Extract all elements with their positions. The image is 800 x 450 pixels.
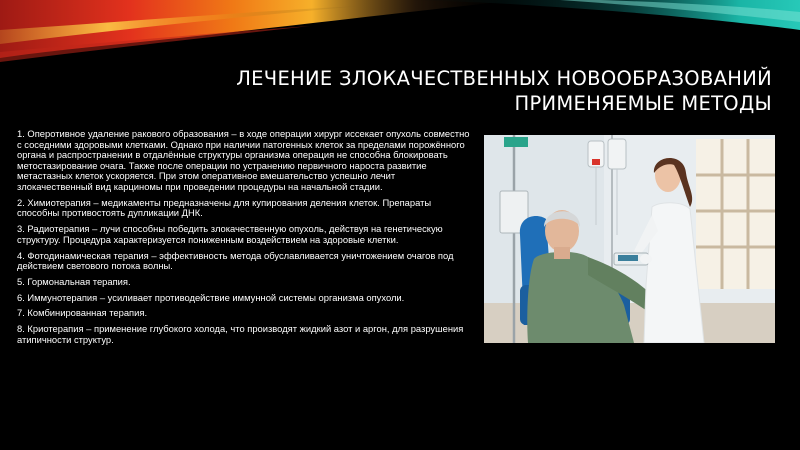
method-item-4: 4. Фотодинамическая терапия – эффективность метода обуславливается уничтожением очагов под действием светового потока волны. bbox=[17, 249, 454, 272]
slide-title-line-2: ПРИМЕНЯЕМЫЕ МЕТОДЫ bbox=[514, 92, 772, 115]
method-item-5: 5. Гормональная терапия. bbox=[17, 275, 131, 287]
treatment-photo bbox=[484, 135, 775, 343]
decorative-swoosh bbox=[0, 0, 800, 70]
method-item-1: 1. Оперотивное удаление ракового образования – в ходе операции хирург иссекает опухоль совместно с соседними здоровыми клетками. Однако при наличии патогенных клеток за пределами порожённого органа и распространении в отдалённые структуры организма операция не способна блокировать метостазирование очага. Также после операции по устранению первичного нароста развитие метастазных клеток ускоряется. При этом оперативное вмешательство успешно лечит злокачественный вид карциномы при проведении процедуры на начальной стадии. bbox=[17, 128, 470, 192]
method-item-7: 7. Комбинированная терапия. bbox=[17, 307, 148, 319]
slide-title-line-1: ЛЕЧЕНИЕ ЗЛОКАЧЕСТВЕННЫХ НОВООБРАЗОВАНИЙ bbox=[236, 67, 772, 90]
slide-title bbox=[152, 66, 772, 116]
method-item-6: 6. Иммунотерапия – усиливает противодействие иммунной системы организма опухоли. bbox=[17, 291, 405, 303]
method-item-8: 8. Криотерапия – применение глубокого холода, что производят жидкий азот и аргон, для разрушения атипичности структур. bbox=[17, 323, 464, 345]
method-item-2: 2. Химиотерапия – медикаменты предназначены для купирования деления клеток. Препараты способны противостоять дупликации ДНК. bbox=[17, 196, 432, 219]
method-item-3: 3. Радиотерапия – лучи способны победить злокачественную опухоль, действуя на генетическую структуру. Процедура характеризуется пониженным воздействием на здоровые клетки. bbox=[17, 223, 443, 245]
treatment-methods-list bbox=[17, 129, 473, 351]
